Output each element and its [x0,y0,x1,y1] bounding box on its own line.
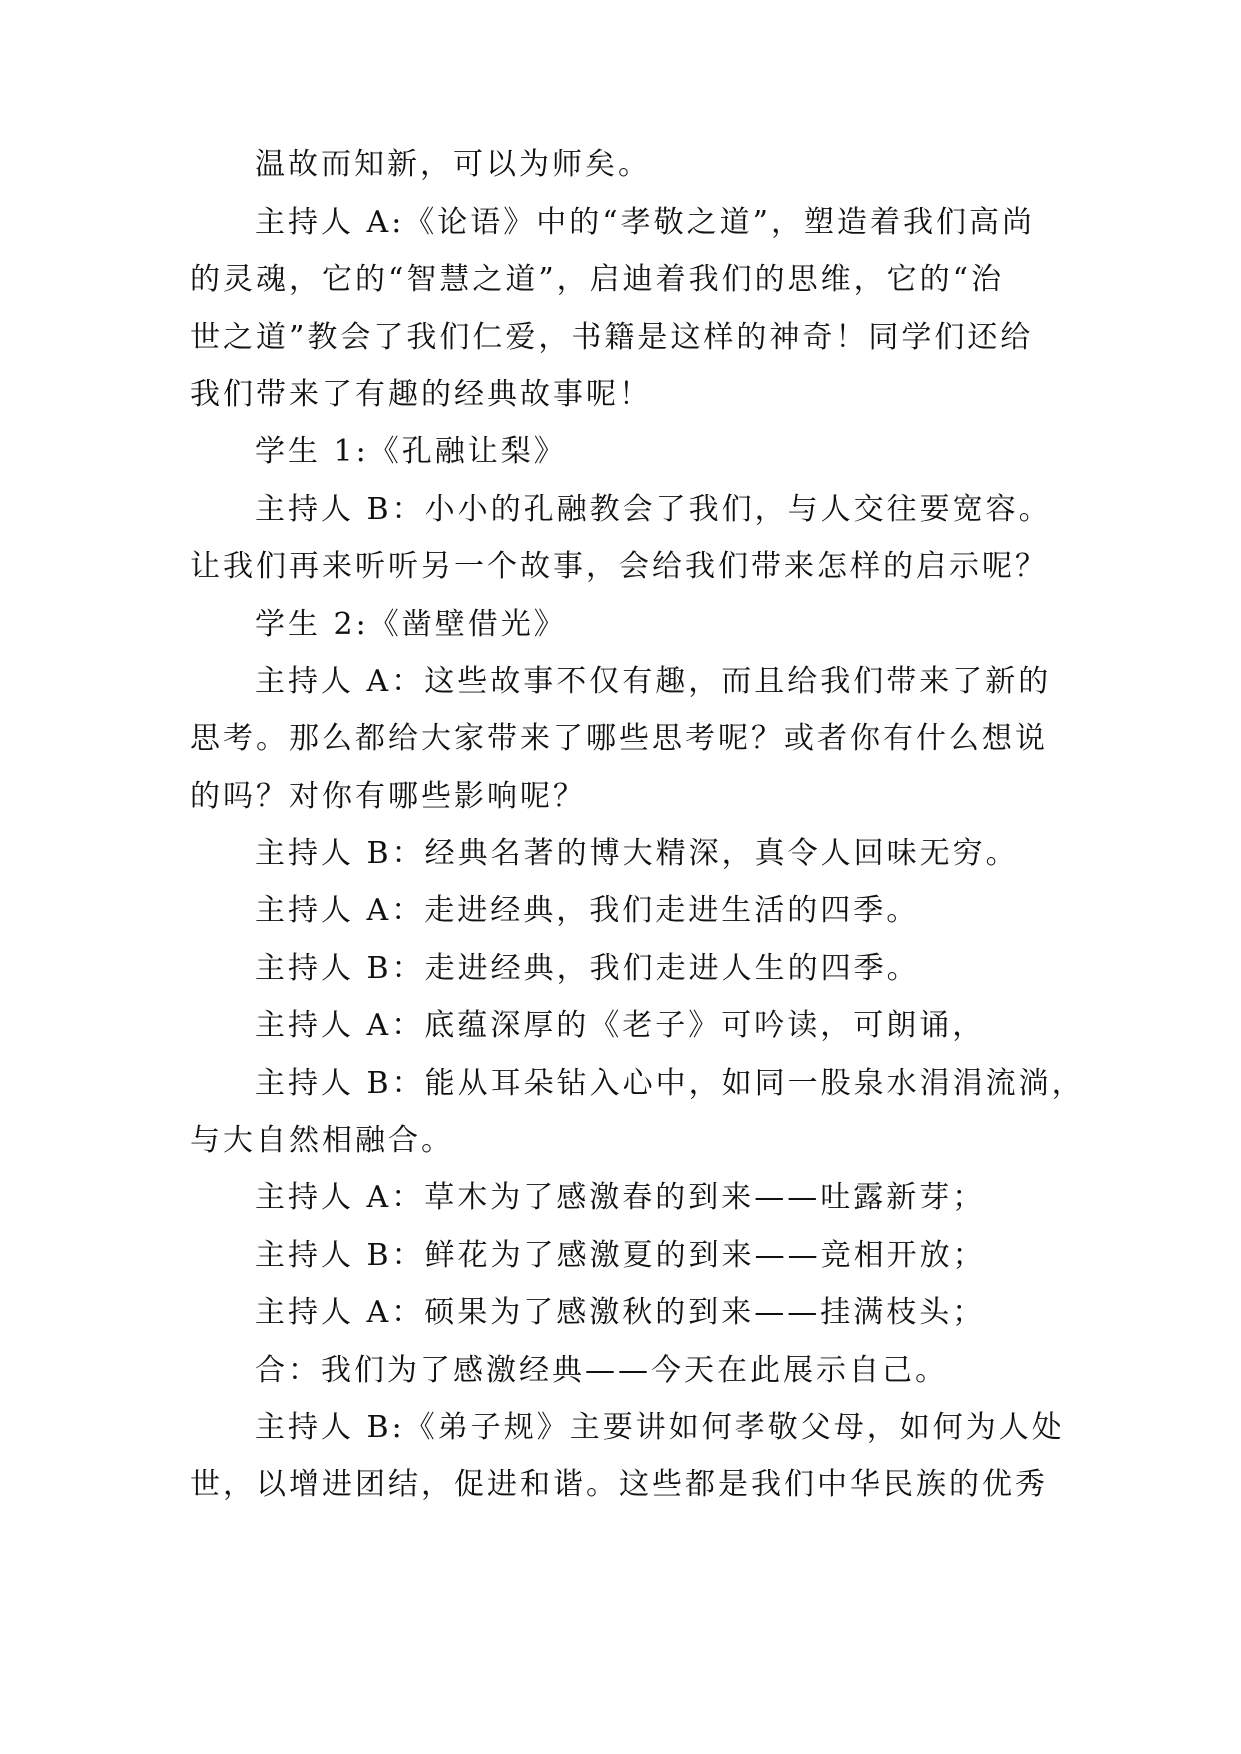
text-line: 主持人 A：硕果为了感激秋的到来——挂满枝头； [255,1295,986,1330]
text-line: 主持人 A:《论语》中的“孝敬之道”，塑造着我们高尚 [255,205,1035,240]
text-line: 主持人 B：鲜花为了感激夏的到来——竞相开放； [255,1238,986,1273]
text-line: 学生 1:《孔融让梨》 [255,434,567,469]
text-line: 学生 2:《凿壁借光》 [255,607,567,642]
text-line: 主持人 A：草木为了感激春的到来——吐露新芽； [255,1180,986,1215]
text-line: 主持人 B：经典名著的博大精深，真令人回味无穷。 [255,836,1019,871]
text-line: 的灵魂，它的“智慧之道”，启迪着我们的思维，它的“治 [190,262,1005,297]
text-line: 思考。那么都给大家带来了哪些思考呢？或者你有什么想说 [190,721,1048,756]
text-line: 主持人 B：小小的孔融教会了我们，与人交往要宽容。 [255,492,1052,527]
text-line: 主持人 B：走进经典，我们走进人生的四季。 [255,951,920,986]
text-line: 与大自然相融合。 [190,1123,454,1158]
text-line: 让我们再来听听另一个故事，会给我们带来怎样的启示呢？ [190,549,1048,584]
text-line: 温故而知新，可以为师矣。 [255,147,651,182]
text-line: 合：我们为了感激经典——今天在此展示自己。 [255,1353,948,1388]
text-line: 主持人 B:《弟子规》主要讲如何孝敬父母，如何为人处 [255,1410,1065,1445]
text-line: 主持人 B：能从耳朵钻入心中，如同一股泉水涓涓流淌， [255,1066,1085,1101]
text-line: 我们带来了有趣的经典故事呢！ [190,377,652,412]
text-line: 世之道”教会了我们仁爱，书籍是这样的神奇！同学们还给 [190,320,1034,355]
text-line: 主持人 A：这些故事不仅有趣，而且给我们带来了新的 [255,664,1052,699]
text-line: 主持人 A：底蕴深厚的《老子》可吟读，可朗诵， [255,1008,986,1043]
text-line: 世，以增进团结，促进和谐。这些都是我们中华民族的优秀 [190,1467,1048,1502]
text-line: 的吗？对你有哪些影响呢？ [190,779,586,814]
text-line: 主持人 A：走进经典，我们走进生活的四季。 [255,893,920,928]
